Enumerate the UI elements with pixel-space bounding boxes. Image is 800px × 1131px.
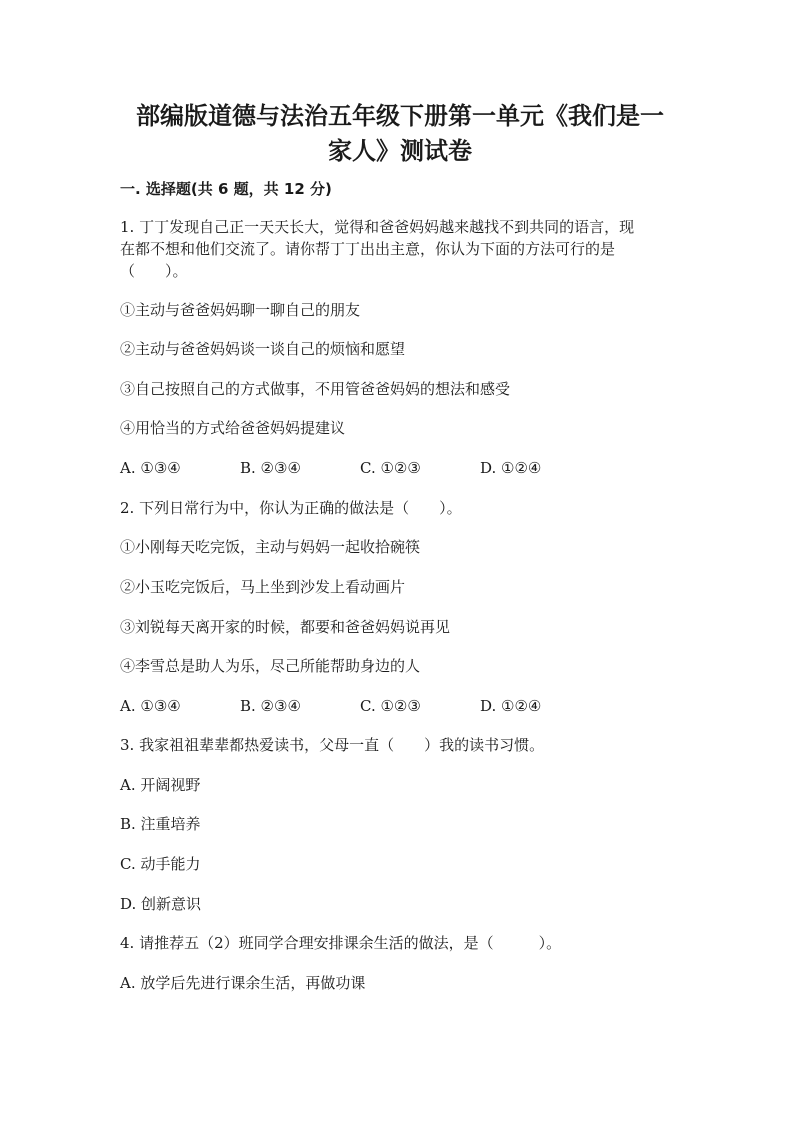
question-4-stem: 4. 请推荐五（2）班同学合理安排课余生活的做法，是（ ）。 (120, 934, 562, 952)
question-2-option-a: A. ①③④ (120, 697, 181, 715)
section-heading: 一. 选择题(共 6 题，共 12 分) (120, 180, 332, 198)
question-3-option-b: B. 注重培养 (120, 815, 201, 833)
question-4-option-a: A. 放学后先进行课余生活，再做功课 (120, 974, 366, 992)
question-3-option-a: A. 开阔视野 (120, 776, 201, 794)
question-1-stem-line-1: 1. 丁丁发现自己正一天天长大，觉得和爸爸妈妈越来越找不到共同的语言，现 (120, 218, 635, 236)
question-2-option-c: C. ①②③ (360, 697, 421, 715)
question-1-option-b: B. ②③④ (240, 459, 301, 477)
question-2-option-d: D. ①②④ (480, 697, 542, 715)
question-1-item-3: ③自己按照自己的方式做事，不用管爸爸妈妈的想法和感受 (120, 380, 511, 398)
question-1-stem-line-2: 在都不想和他们交流了。请你帮丁丁出出主意，你认为下面的方法可行的是 (120, 240, 616, 258)
question-2-option-b: B. ②③④ (240, 697, 301, 715)
question-3-option-c: C. 动手能力 (120, 855, 201, 873)
question-2-item-4: ④李雪总是助人为乐，尽己所能帮助身边的人 (120, 657, 421, 675)
question-1-option-c: C. ①②③ (360, 459, 421, 477)
question-2-stem: 2. 下列日常行为中，你认为正确的做法是（ ）。 (120, 499, 462, 517)
question-1-item-2: ②主动与爸爸妈妈谈一谈自己的烦恼和愿望 (120, 340, 406, 358)
question-2-item-3: ③刘锐每天离开家的时候，都要和爸爸妈妈说再见 (120, 618, 451, 636)
question-2-item-1: ①小刚每天吃完饭，主动与妈妈一起收拾碗筷 (120, 538, 421, 556)
question-3-stem: 3. 我家祖祖辈辈都热爱读书，父母一直（ ）我的读书习惯。 (120, 736, 545, 754)
exam-title-line-1: 部编版道德与法治五年级下册第一单元《我们是一 (136, 102, 664, 130)
question-2-item-2: ②小玉吃完饭后，马上坐到沙发上看动画片 (120, 578, 406, 596)
question-1-option-a: A. ①③④ (120, 459, 181, 477)
question-1-item-1: ①主动与爸爸妈妈聊一聊自己的朋友 (120, 301, 361, 319)
question-1-item-4: ④用恰当的方式给爸爸妈妈提建议 (120, 419, 346, 437)
question-1-stem-line-3: （ ）。 (120, 262, 188, 280)
exam-title-line-2: 家人》测试卷 (328, 137, 472, 165)
question-3-option-d: D. 创新意识 (120, 895, 202, 913)
question-1-stem (120, 216, 680, 282)
question-1-option-d: D. ①②④ (480, 459, 542, 477)
